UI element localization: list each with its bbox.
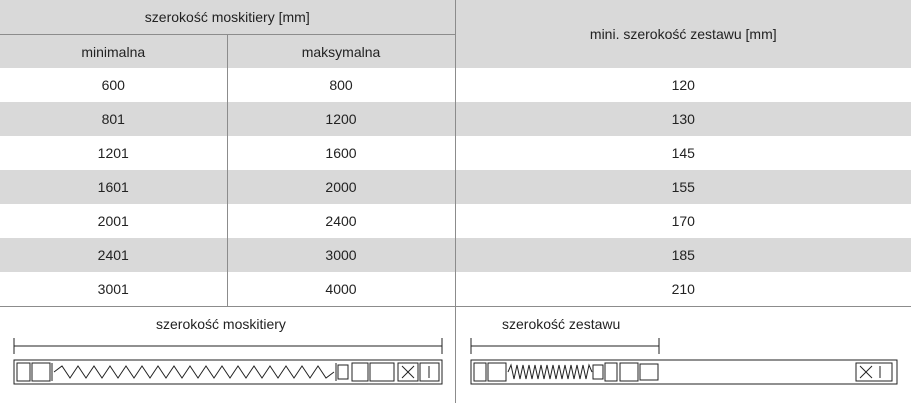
cell-max: 1600: [227, 136, 455, 170]
table-row: [0, 238, 911, 272]
cell-max: 1200: [227, 102, 455, 136]
cell-set: 170: [671, 213, 695, 229]
cell-min: 801: [0, 102, 227, 136]
set-width-caption: szerokość zestawu: [502, 316, 621, 332]
cell-min: 2401: [0, 238, 227, 272]
cell-min: 1601: [0, 170, 227, 204]
header-minimum: minimalna: [0, 35, 227, 69]
cell-set: 130: [455, 102, 911, 136]
cell-set: 185: [455, 238, 911, 272]
table-row: [0, 170, 911, 204]
header-min-set-width: mini. szerokość zestawu [mm]: [455, 0, 911, 68]
header-mesh-width: szerokość moskitiery [mm]: [0, 0, 455, 35]
cell-min: 600: [0, 68, 227, 102]
cell-max: 2400: [227, 204, 455, 238]
profile-diagrams: [0, 306, 911, 403]
mesh-width-dimension: [14, 338, 442, 354]
table-row: [0, 272, 911, 307]
table-row: [0, 204, 911, 238]
set-width-dimension: [471, 338, 659, 354]
table-row: [0, 68, 911, 102]
cell-max: 4000: [227, 272, 455, 307]
header-maximum: maksymalna: [227, 35, 455, 69]
set-profile-drawing: [471, 360, 897, 384]
cell-max: 2000: [227, 170, 455, 204]
cell-min: 2001: [0, 204, 227, 238]
cell-max: 800: [227, 68, 455, 102]
mesh-profile-drawing: [14, 360, 442, 384]
cell-set: 210: [671, 281, 695, 297]
cell-min: 1201: [0, 136, 227, 170]
cell-set: 120: [671, 77, 695, 93]
cell-max: 3000: [227, 238, 455, 272]
diagram-area: [0, 306, 911, 403]
cell-min: 3001: [0, 272, 227, 307]
table-row: [0, 136, 911, 170]
cell-set: 155: [455, 170, 911, 204]
table-row: [0, 102, 911, 136]
mesh-width-caption: szerokość moskitiery: [156, 316, 286, 332]
cell-set: 145: [671, 145, 695, 161]
